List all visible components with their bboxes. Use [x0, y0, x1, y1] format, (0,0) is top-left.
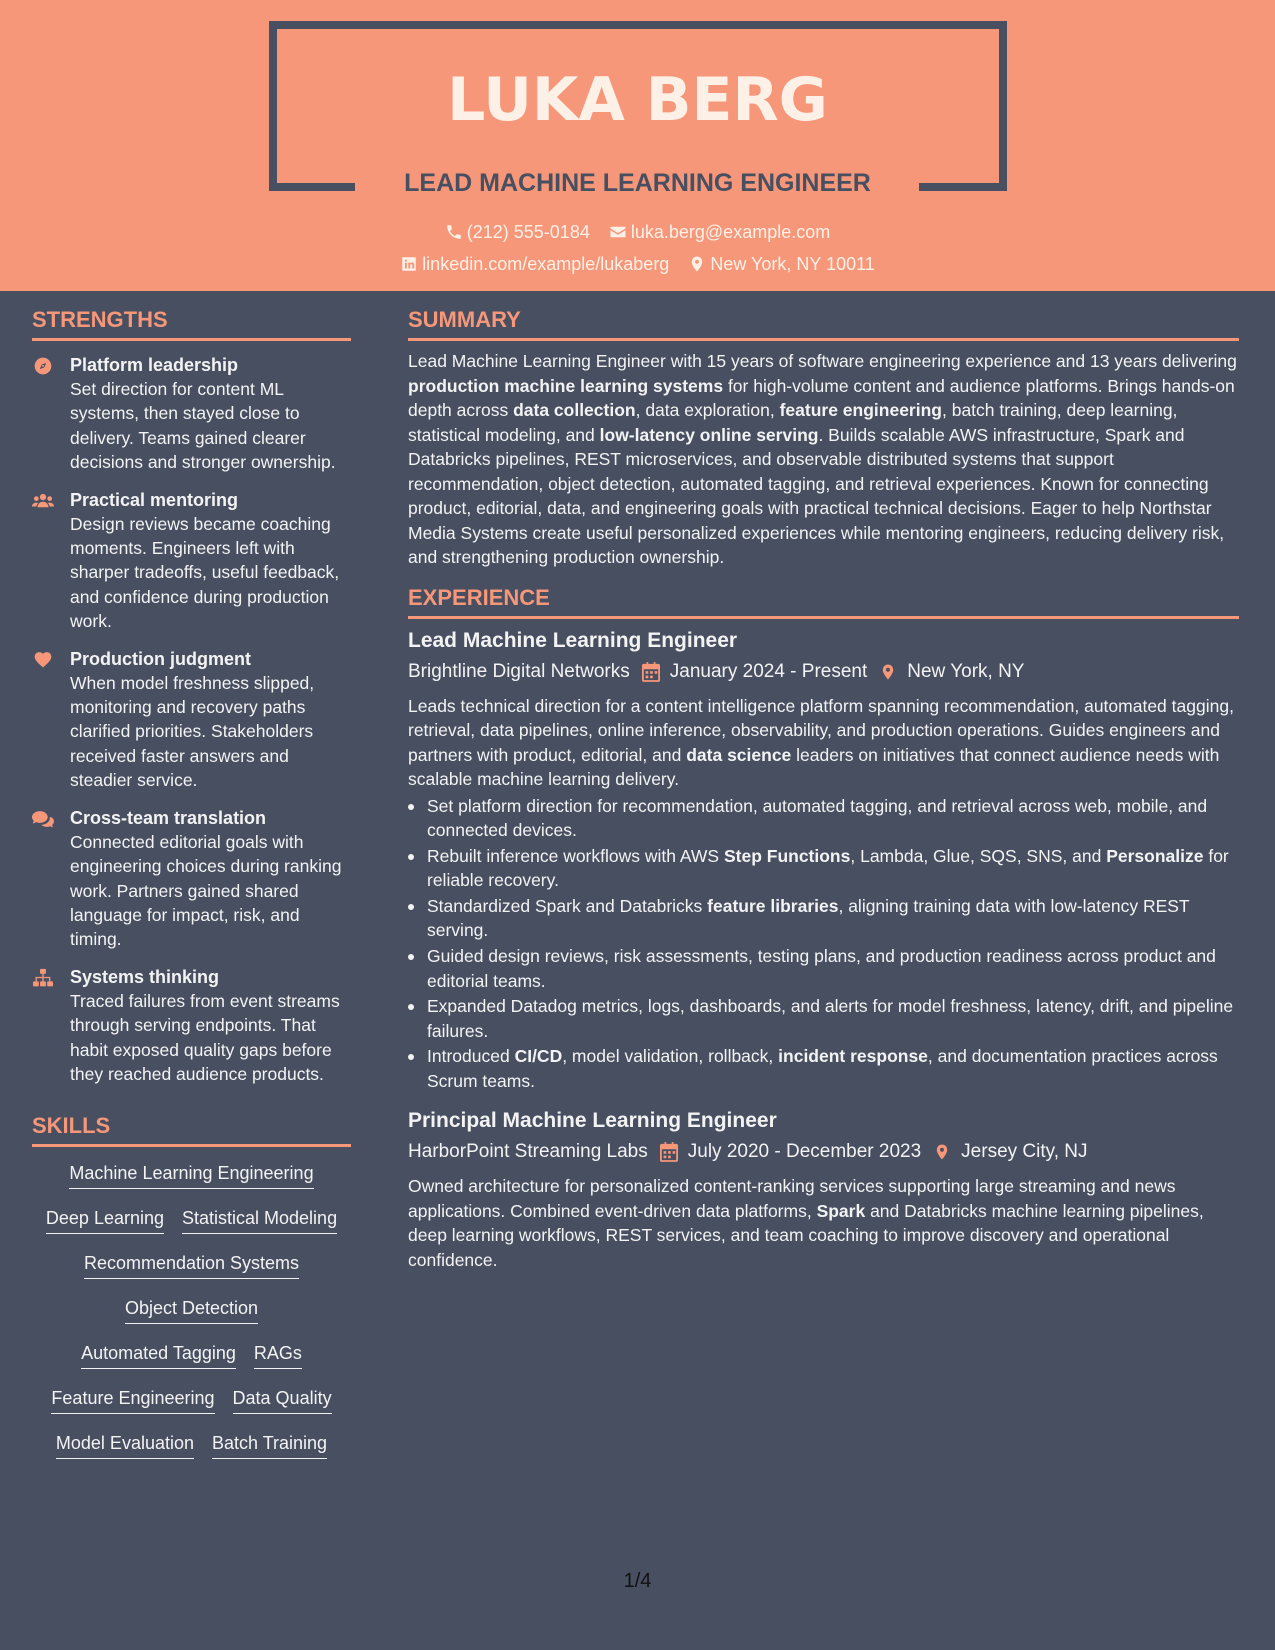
- summary-text: , data exploration,: [635, 400, 780, 420]
- contact-row-2: [0, 251, 1275, 280]
- strength-desc: Design reviews became coaching moments. Engineers left with sharper tradeoffs, useful feedback, and confidence during production work.: [70, 513, 340, 632]
- bullet-text: Rebuilt inference workflows with AWS: [427, 845, 724, 866]
- bullet-bold: incident response: [778, 1046, 928, 1067]
- summary-text: . Builds scalable AWS infrastructure, Spark and Databricks pipelines, REST microservices, and observable distributed systems that support recommendation, object detection, automated tagging, and retrieval experiences. Known for connecting product, editorial, data, and engineering goals with practical technical decisions. Eager to help Northstar Media Systems create useful personalized experiences while mentoring engineers, reducing delivery risk, and strengthening production ownership.: [408, 424, 1225, 567]
- heart-icon: [32, 650, 54, 670]
- phone-icon: [445, 223, 463, 241]
- skill-row: [32, 1206, 351, 1251]
- job-entry: [408, 627, 1239, 1094]
- skill-tag: Model Evaluation: [56, 1431, 194, 1459]
- location-text: New York, NY 10011: [710, 254, 875, 274]
- compass-icon: [32, 356, 54, 376]
- bullet-bold: Step Functions: [723, 845, 851, 866]
- candidate-title: LEAD MACHINE LEARNING ENGINEER: [404, 169, 871, 197]
- map-pin-icon: [688, 255, 706, 273]
- job-entry: [408, 1107, 1239, 1272]
- skill-row: [32, 1431, 351, 1476]
- job-desc-text: leaders on initiatives that connect audience needs with scalable machine learning delivery.: [408, 744, 1220, 789]
- bullet-text: , model validation, rollback,: [562, 1046, 779, 1067]
- linkedin-icon: [400, 255, 418, 273]
- job-desc-bold: Spark: [816, 1200, 866, 1221]
- skill-tag: Recommendation Systems: [84, 1251, 299, 1279]
- experience-heading: EXPERIENCE: [408, 584, 1239, 619]
- bullet-text: , aligning training data with low-latency REST serving.: [427, 895, 1190, 941]
- page-number: 1/4: [623, 1570, 652, 1592]
- users-icon: [32, 491, 54, 511]
- job-dates: July 2020 - December 2023: [687, 1141, 922, 1163]
- resume-header: [0, 0, 1275, 291]
- strength-title: Practical mentoring: [70, 489, 239, 510]
- strength-item: [32, 488, 351, 634]
- linkedin-contact[interactable]: [400, 251, 669, 277]
- job-desc-text: and Databricks machine learning pipelines, deep learning workflows, REST services, and team coaching to improve discovery and operational confidence.: [408, 1200, 1204, 1270]
- summary-bold: feature engineering: [779, 400, 942, 420]
- calendar-icon: [660, 1142, 678, 1162]
- strength-item: [32, 647, 351, 793]
- skills-section: [32, 1112, 351, 1476]
- skill-row: [32, 1161, 351, 1206]
- strength-item: [32, 806, 351, 952]
- job-description: [408, 1174, 1239, 1272]
- job-bullet: [408, 894, 1239, 943]
- job-bullet: [408, 994, 1239, 1043]
- email-contact[interactable]: [609, 219, 830, 245]
- location-contact: [688, 251, 874, 277]
- skill-tag: Deep Learning: [46, 1206, 164, 1234]
- contact-row-1: [0, 219, 1275, 248]
- skill-row: [32, 1296, 351, 1341]
- job-location: New York, NY: [907, 660, 1025, 682]
- job-bullet: [408, 794, 1239, 843]
- job-bullet: [408, 844, 1239, 893]
- email-text: luka.berg@example.com: [630, 222, 831, 242]
- skills-list: [32, 1161, 351, 1476]
- strength-item: [32, 965, 351, 1087]
- bullet-text: , and documentation practices across Scrum teams.: [427, 1046, 1218, 1091]
- strength-title: Cross-team translation: [70, 807, 267, 828]
- strength-desc: When model freshness slipped, monitoring and recovery paths clarified priorities. Stakeholders received faster answers and steadier service.: [70, 672, 315, 791]
- comments-icon: [32, 809, 54, 829]
- experience-section: [408, 584, 1239, 1273]
- strength-title: Systems thinking: [70, 966, 220, 987]
- summary-text: for high-volume content and audience platforms. Brings hands-on depth across: [408, 375, 1235, 420]
- bullet-text: Set platform direction for recommendation, automated tagging, and retrieval across web, mobile, and connected devices.: [427, 795, 1208, 840]
- job-description: [408, 694, 1239, 792]
- bullet-bold: feature libraries: [707, 895, 839, 916]
- candidate-name: LUKA BERG: [447, 65, 828, 135]
- right-column: [408, 306, 1239, 1272]
- map-pin-icon: [879, 662, 897, 682]
- strength-title: Production judgment: [70, 648, 251, 669]
- job-desc-text: Leads technical direction for a content intelligence platform spanning recommendation, automated tagging, retrieval, data pipelines, online inference, observability, and production operations. Guides engineers and partners with product, editorial, and: [408, 695, 1234, 765]
- skill-row: [32, 1386, 351, 1431]
- bullet-bold: CI/CD: [514, 1046, 563, 1067]
- skill-tag: Data Quality: [233, 1386, 332, 1414]
- bullet-text: Guided design reviews, risk assessments, testing plans, and production readiness across product and editorial teams.: [427, 946, 1216, 991]
- strength-desc: Set direction for content ML systems, then stayed close to delivery. Teams gained clearer decisions and stronger ownership.: [70, 379, 336, 473]
- phone-contact[interactable]: [445, 219, 590, 245]
- bullet-bold: Personalize: [1106, 845, 1204, 866]
- linkedin-text: linkedin.com/example/lukaberg: [422, 254, 670, 274]
- job-company: HarborPoint Streaming Labs: [408, 1141, 648, 1163]
- skill-tag: Batch Training: [212, 1431, 327, 1459]
- skill-tag: Feature Engineering: [51, 1386, 214, 1414]
- bullet-text: for reliable recovery.: [427, 845, 1229, 891]
- skill-tag: Statistical Modeling: [182, 1206, 337, 1234]
- sitemap-icon: [32, 968, 54, 988]
- skill-tag: Automated Tagging: [81, 1341, 236, 1369]
- skill-row: [32, 1341, 351, 1386]
- strength-title: Platform leadership: [70, 355, 239, 375]
- left-column: [32, 306, 351, 1476]
- strength-item: [32, 353, 351, 475]
- job-dates: January 2024 - Present: [669, 660, 868, 682]
- phone-text: (212) 555-0184: [466, 222, 590, 242]
- summary-heading: SUMMARY: [408, 306, 1239, 341]
- job-meta: [408, 658, 1239, 686]
- summary-bold: low-latency online serving: [599, 424, 819, 445]
- job-desc-bold: data science: [686, 744, 792, 765]
- job-meta: [408, 1138, 1239, 1166]
- summary-text: [408, 349, 1239, 570]
- skill-tag: RAGs: [254, 1341, 302, 1369]
- skill-row: [32, 1251, 351, 1296]
- strength-desc: Connected editorial goals with engineering choices during ranking work. Partners gained shared language for impact, risk, and timing.: [70, 831, 342, 950]
- bullet-text: Expanded Datadog metrics, logs, dashboards, and alerts for model freshness, latency, drift, and pipeline failures.: [427, 996, 1234, 1041]
- job-desc-text: Owned architecture for personalized content-ranking services supporting large streaming and news applications. Combined event-driven data platforms,: [408, 1176, 1176, 1221]
- map-pin-icon: [933, 1142, 951, 1162]
- job-bullets: [408, 794, 1239, 1094]
- strength-desc: Traced failures from event streams through serving endpoints. That habit exposed quality gaps before they reached audience products.: [70, 990, 340, 1084]
- bullet-text: Standardized Spark and Databricks: [427, 895, 708, 916]
- skills-heading: SKILLS: [32, 1112, 351, 1147]
- job-title: Lead Machine Learning Engineer: [408, 628, 738, 652]
- summary-bold: production machine learning systems: [408, 375, 724, 396]
- bullet-text: Introduced: [427, 1046, 515, 1067]
- job-title: Principal Machine Learning Engineer: [408, 1109, 777, 1133]
- job-company: Brightline Digital Networks: [408, 660, 630, 682]
- calendar-icon: [642, 662, 660, 682]
- skill-tag: Object Detection: [125, 1296, 258, 1324]
- summary-text: , batch training, deep learning, statistical modeling, and: [408, 400, 1178, 445]
- job-bullet: [408, 1044, 1239, 1093]
- strengths-list: [32, 353, 351, 1086]
- skill-tag: Machine Learning Engineering: [69, 1161, 313, 1189]
- envelope-icon: [609, 223, 627, 241]
- summary-bold: data collection: [513, 400, 636, 420]
- job-location: Jersey City, NJ: [961, 1141, 1088, 1163]
- bullet-text: , Lambda, Glue, SQS, SNS, and: [850, 845, 1107, 866]
- job-bullet: [408, 944, 1239, 993]
- summary-text: Lead Machine Learning Engineer with 15 years of software engineering experience and 13 years delivering: [408, 351, 1237, 371]
- strengths-heading: STRENGTHS: [32, 306, 351, 341]
